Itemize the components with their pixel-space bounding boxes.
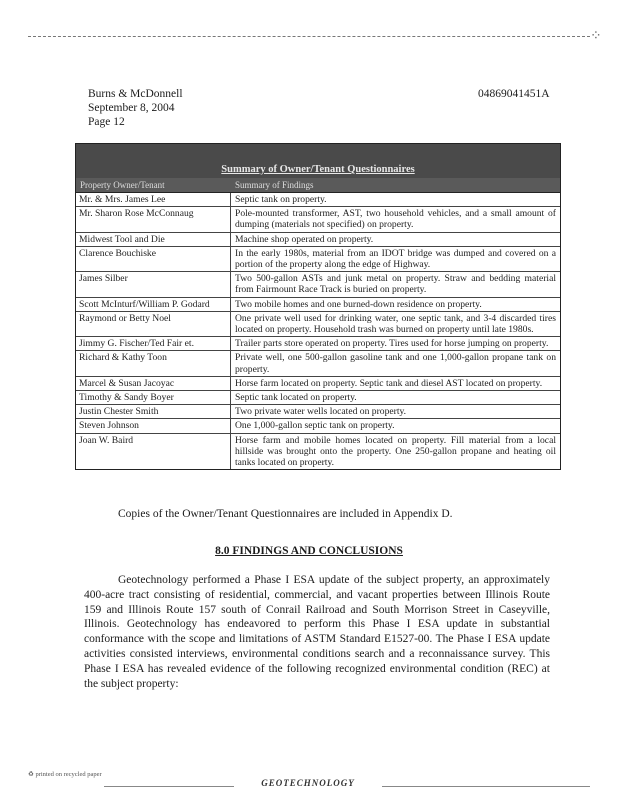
owner-cell: Clarence Bouchiske xyxy=(76,247,231,271)
owner-cell: Mr. & Mrs. James Lee xyxy=(76,193,231,206)
finding-cell: Trailer parts store operated on property. Tires used for horse jumping on property. xyxy=(235,338,549,350)
finding-cell: Horse farm located on property. Septic tank and diesel AST located on property. xyxy=(235,377,543,389)
findings-paragraph: Geotechnology performed a Phase I ESA update of the subject property, an approximately 400-acre tract consisting of residential, commercial, and vacant properties between Illinois Route 159 and Illinois Route 157 south of Conrail Railroad and South Morrison Street in Caseyville, Illinois. Geotechnology has endeavored to perform this Phase I ESA update in substantial conformance with the scope and limitations of ASTM Standard E1527-00. The Phase I ESA update activities consisted interviews, environmental conditions search and a reconnaissance survey. This Phase I ESA has revealed evidence of the following recognized environmental condition (REC) at the subject property: xyxy=(84,574,550,690)
owner-cell: Timothy & Sandy Boyer xyxy=(76,391,231,404)
table-row xyxy=(76,207,560,232)
table-row xyxy=(76,337,560,351)
table-row xyxy=(76,312,560,337)
finding-cell: Two 500-gallon ASTs and junk metal on property. Straw and bedding material from Fairmount Race Track is buried on property. xyxy=(235,273,556,296)
table-row xyxy=(76,233,560,247)
table-row xyxy=(76,272,560,297)
scan-mark-icon: ⁘ xyxy=(590,29,602,44)
footer-rule-left xyxy=(104,786,234,787)
owner-cell: Midwest Tool and Die xyxy=(76,233,231,246)
table-row xyxy=(76,247,560,272)
owner-cell: James Silber xyxy=(76,272,231,296)
table-row xyxy=(76,434,560,470)
finding-cell: Machine shop operated on property. xyxy=(235,233,374,245)
section-title: 8.0 FINDINGS AND CONCLUSIONS xyxy=(215,545,403,557)
company-name: Burns & McDonnell xyxy=(88,88,183,100)
recycled-paper-logo: ♻ printed on recycled paper xyxy=(28,771,102,778)
questionnaire-table xyxy=(75,143,561,470)
document-number: 04869041451A xyxy=(478,88,550,100)
footer-brand: GEOTECHNOLOGY xyxy=(261,778,355,788)
table-row xyxy=(76,391,560,405)
table-row xyxy=(76,193,560,207)
owner-cell: Marcel & Susan Jacoyac xyxy=(76,377,231,390)
owner-cell: Mr. Sharon Rose McConnaug xyxy=(76,207,231,231)
page-number: Page 12 xyxy=(88,116,125,128)
table-row xyxy=(76,419,560,433)
table-title: Summary of Owner/Tenant Questionnaires xyxy=(76,144,560,178)
owner-cell: Joan W. Baird xyxy=(76,434,231,470)
finding-cell: Two private water wells located on property. xyxy=(235,406,407,418)
owner-cell: Scott McInturf/William P. Godard xyxy=(76,298,231,311)
footer-rule-right xyxy=(382,786,590,787)
table-header-row xyxy=(76,178,560,193)
finding-cell: Private well, one 500-gallon gasoline tank and one 1,000-gallon propane tank on property. xyxy=(235,352,556,375)
table-row xyxy=(76,377,560,391)
table-caption: Copies of the Owner/Tenant Questionnaires are included in Appendix D. xyxy=(118,508,453,520)
owner-cell: Raymond or Betty Noel xyxy=(76,312,231,336)
table-row xyxy=(76,405,560,419)
finding-cell: Septic tank on property. xyxy=(235,194,327,205)
top-rule xyxy=(28,36,590,37)
table-row xyxy=(76,298,560,312)
finding-cell: Two mobile homes and one burned-down residence on property. xyxy=(235,298,482,310)
finding-cell: One private well used for drinking water, one septic tank, and 3-4 discarded tires located on property. Household trash was burned on property until late 1980s. xyxy=(235,312,556,336)
table-body xyxy=(76,193,560,469)
owner-cell: Richard & Kathy Toon xyxy=(76,351,231,375)
column-header-owner: Property Owner/Tenant xyxy=(80,180,165,190)
report-date: September 8, 2004 xyxy=(88,102,175,114)
owner-cell: Jimmy G. Fischer/Ted Fair et. xyxy=(76,337,231,350)
column-header-finding: Summary of Findings xyxy=(235,180,314,190)
table-row xyxy=(76,351,560,376)
finding-cell: Pole-mounted transformer, AST, two household vehicles, and a small amount of dumping (materials not specified) on property. xyxy=(235,208,556,231)
finding-cell: One 1,000-gallon septic tank on property. xyxy=(235,420,395,432)
finding-cell: In the early 1980s, material from an IDOT bridge was dumped and covered on a portion of the property along the edge of Highway. xyxy=(235,247,556,271)
footer-logo-text: printed on recycled paper xyxy=(35,771,102,778)
owner-cell: Justin Chester Smith xyxy=(76,405,231,418)
finding-cell: Septic tank located on property. xyxy=(235,392,357,404)
document-header xyxy=(88,87,183,129)
finding-cell: Horse farm and mobile homes located on property. Fill material from a local hillside was brought onto the property. One 250-gallon propane and heating oil tanks located on property. xyxy=(235,434,556,469)
owner-cell: Steven Johnson xyxy=(76,419,231,432)
